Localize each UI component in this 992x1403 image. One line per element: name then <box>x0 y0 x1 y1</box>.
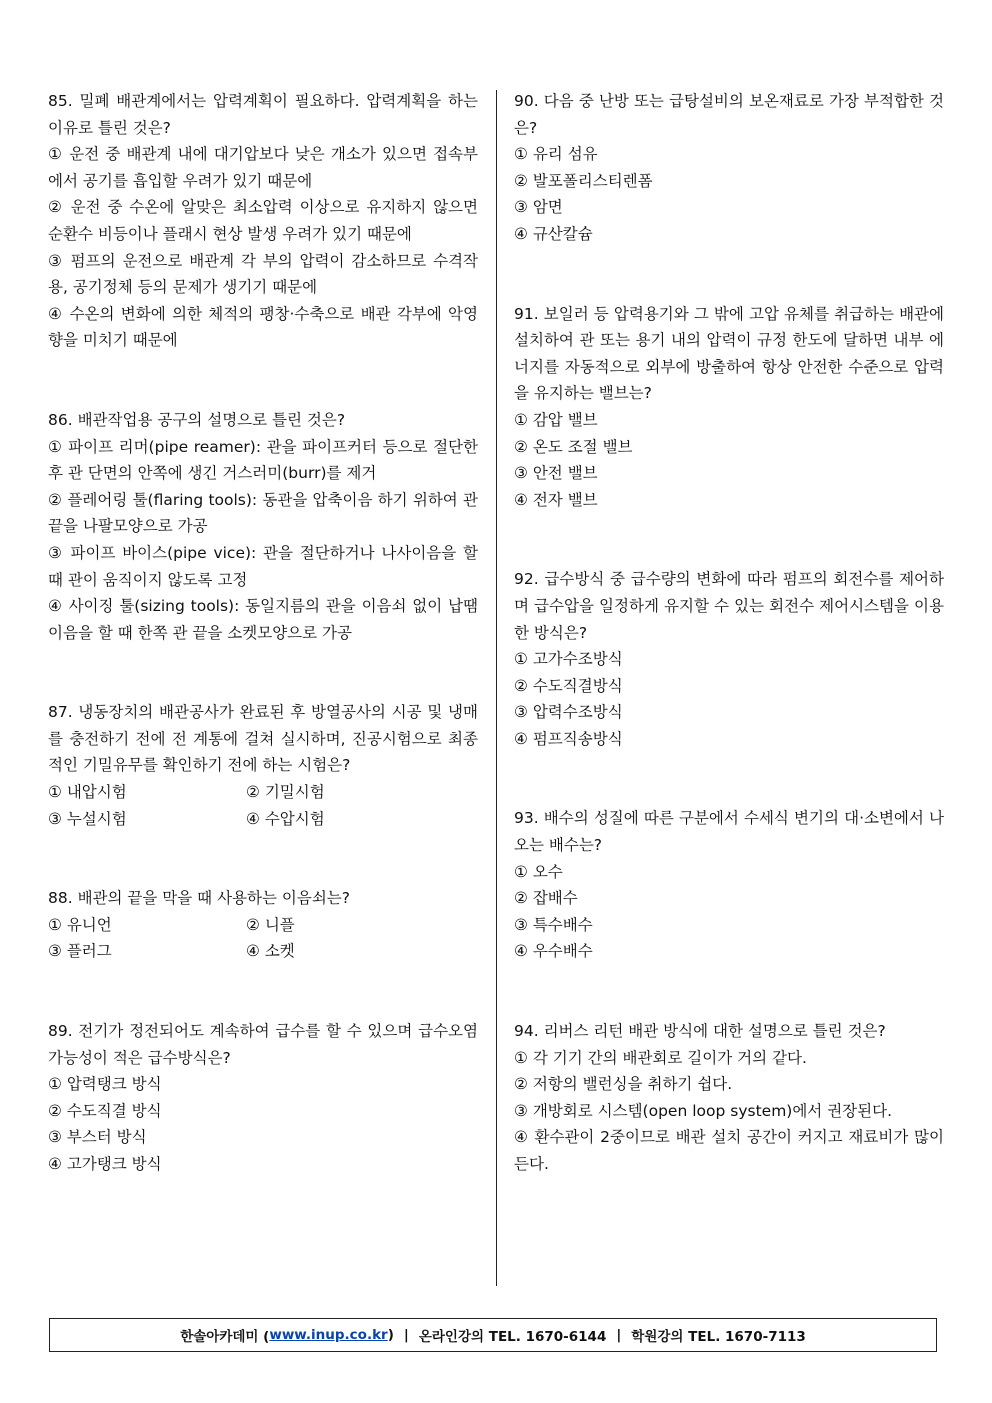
question-stem: 88. 배관의 끝을 막을 때 사용하는 이음쇠는? <box>48 889 351 908</box>
question-94 <box>514 1018 944 1178</box>
option-1: ① 파이프 리머(pipe reamer): 관을 파이프커터 등으로 절단한 후 관 단면의 안쪽에 생긴 거스러미(burr)를 제거 <box>48 437 478 483</box>
option-3: ③ 플러그 <box>48 942 112 961</box>
question-stem: 90. 다음 중 난방 또는 급탕설비의 보온재료로 가장 부적합한 것은? <box>514 92 944 137</box>
question-stem: 92. 급수방식 중 급수량의 변화에 따라 펌프의 회전수를 제어하며 급수압을 일정하게 유지할 수 있는 회전수 제어시스템을 이용한 방식은? <box>514 570 944 642</box>
question-stem: 87. 냉동장치의 배관공사가 완료된 후 방열공사의 시공 및 냉매를 충전하기 전에 전 계통에 걸쳐 실시하며, 진공시험으로 최종적인 기밀유무를 확인하기 전에 하는 시험은? <box>48 703 478 775</box>
option-3: ③ 부스터 방식 <box>48 1128 147 1147</box>
academy-name-close: ) <box>387 1327 394 1343</box>
option-3: ③ 압력수조방식 <box>514 703 623 722</box>
option-2: ② 니플 <box>246 915 295 934</box>
option-2: ② 플레어링 툴(flaring tools): 동관을 압축이음 하기 위하여 관 끝을 나팔모양으로 가공 <box>48 490 478 536</box>
question-88 <box>48 885 478 965</box>
academy-name: 한솔아카데미 ( <box>180 1329 270 1345</box>
option-2: ② 수도직결방식 <box>514 676 623 695</box>
question-93 <box>514 805 944 965</box>
question-85 <box>48 88 478 354</box>
question-87 <box>48 699 478 832</box>
campus-lecture-tel: 학원강의 TEL. 1670-7113 <box>631 1329 806 1345</box>
option-1: ① 오수 <box>514 862 563 881</box>
option-4: ④ 우수배수 <box>514 942 593 961</box>
option-1: ① 유리 섬유 <box>514 145 598 164</box>
question-stem: 86. 배관작업용 공구의 설명으로 틀린 것은? <box>48 410 346 429</box>
left-column <box>48 88 478 1178</box>
question-86 <box>48 407 478 646</box>
option-3: ③ 안전 밸브 <box>514 464 598 483</box>
option-2: ② 기밀시험 <box>246 783 325 802</box>
footer-separator: | <box>403 1327 409 1343</box>
option-4: ④ 수압시험 <box>246 809 325 828</box>
option-1: ① 운전 중 배관계 내에 대기압보다 낮은 개소가 있으면 접속부에서 공기를 흡입할 우려가 있기 때문에 <box>48 145 478 190</box>
option-4: ④ 환수관이 2중이므로 배관 설치 공간이 커지고 재료비가 많이 든다. <box>514 1128 944 1173</box>
option-4: ④ 소켓 <box>246 942 295 961</box>
right-column <box>514 88 944 1178</box>
question-91 <box>514 301 944 514</box>
option-3: ③ 파이프 바이스(pipe vice): 관을 절단하거나 나사이음을 할 때 관이 움직이지 않도록 고정 <box>48 543 478 589</box>
option-1: ① 내압시험 <box>48 783 127 802</box>
option-3: ③ 펌프의 운전으로 배관계 각 부의 압력이 감소하므로 수격작용, 공기정체 등의 문제가 생기기 때문에 <box>48 251 478 297</box>
option-3: ③ 특수배수 <box>514 915 593 934</box>
question-stem: 85. 밀폐 배관계에서는 압력계획이 필요하다. 압력계획을 하는 이유로 틀린 것은? <box>48 92 478 137</box>
footer-separator: | <box>616 1327 622 1343</box>
academy-website-link[interactable]: www.inup.co.kr <box>269 1327 388 1343</box>
option-2: ② 발포폴리스티렌폼 <box>514 171 653 190</box>
options-grid <box>48 779 478 832</box>
option-3: ③ 개방회로 시스템(open loop system)에서 권장된다. <box>514 1101 893 1120</box>
option-4: ④ 사이징 툴(sizing tools): 동일지름의 관을 이음쇠 없이 납땜이음을 할 때 한쪽 관 끝을 소켓모양으로 가공 <box>48 597 478 642</box>
column-divider <box>496 90 497 1286</box>
option-2: ② 온도 조절 밸브 <box>514 437 633 456</box>
option-1: ① 각 기기 간의 배관회로 길이가 거의 같다. <box>514 1048 807 1067</box>
option-2: ② 수도직결 방식 <box>48 1101 162 1120</box>
option-4: ④ 규산칼슘 <box>514 224 593 243</box>
option-1: ① 유니언 <box>48 915 112 934</box>
option-2: ② 잡배수 <box>514 889 578 908</box>
option-3: ③ 누설시험 <box>48 809 127 828</box>
question-stem: 94. 리버스 리턴 배관 방식에 대한 설명으로 틀린 것은? <box>514 1022 886 1041</box>
question-92 <box>514 566 944 752</box>
option-4: ④ 전자 밸브 <box>514 490 598 509</box>
question-stem: 89. 전기가 정전되어도 계속하여 급수를 할 수 있으며 급수오염 가능성이 적은 급수방식은? <box>48 1022 478 1067</box>
option-1: ① 압력탱크 방식 <box>48 1075 162 1094</box>
question-stem: 91. 보일러 등 압력용기와 그 밖에 고압 유체를 취급하는 배관에 설치하여 관 또는 용기 내의 압력이 규정 한도에 달하면 내부 에너지를 자동적으로 외부에 방출하여 항상 안전한 수준으로 압력을 유지하는 밸브는? <box>514 304 944 403</box>
online-lecture-tel: 온라인강의 TEL. 1670-6144 <box>418 1329 607 1345</box>
question-89 <box>48 1018 478 1178</box>
option-2: ② 운전 중 수온에 알맞은 최소압력 이상으로 유지하지 않으면 순환수 비등이나 플래시 현상 발생 우려가 있기 때문에 <box>48 198 478 243</box>
option-4: ④ 수온의 변화에 의한 체적의 팽창·수축으로 배관 각부에 악영향을 미치기 때문에 <box>48 304 478 350</box>
option-4: ④ 고가탱크 방식 <box>48 1155 162 1173</box>
option-1: ① 고가수조방식 <box>514 650 623 669</box>
option-3: ③ 암면 <box>514 198 563 217</box>
option-2: ② 저항의 밸런싱을 취하기 쉽다. <box>514 1075 733 1094</box>
options-grid <box>48 912 478 965</box>
question-90 <box>514 88 944 248</box>
option-4: ④ 펌프직송방식 <box>514 729 623 748</box>
option-1: ① 감압 밸브 <box>514 410 598 429</box>
footer-banner <box>49 1318 937 1352</box>
question-stem: 93. 배수의 성질에 따른 구분에서 수세식 변기의 대·소변에서 나오는 배수는? <box>514 809 944 855</box>
